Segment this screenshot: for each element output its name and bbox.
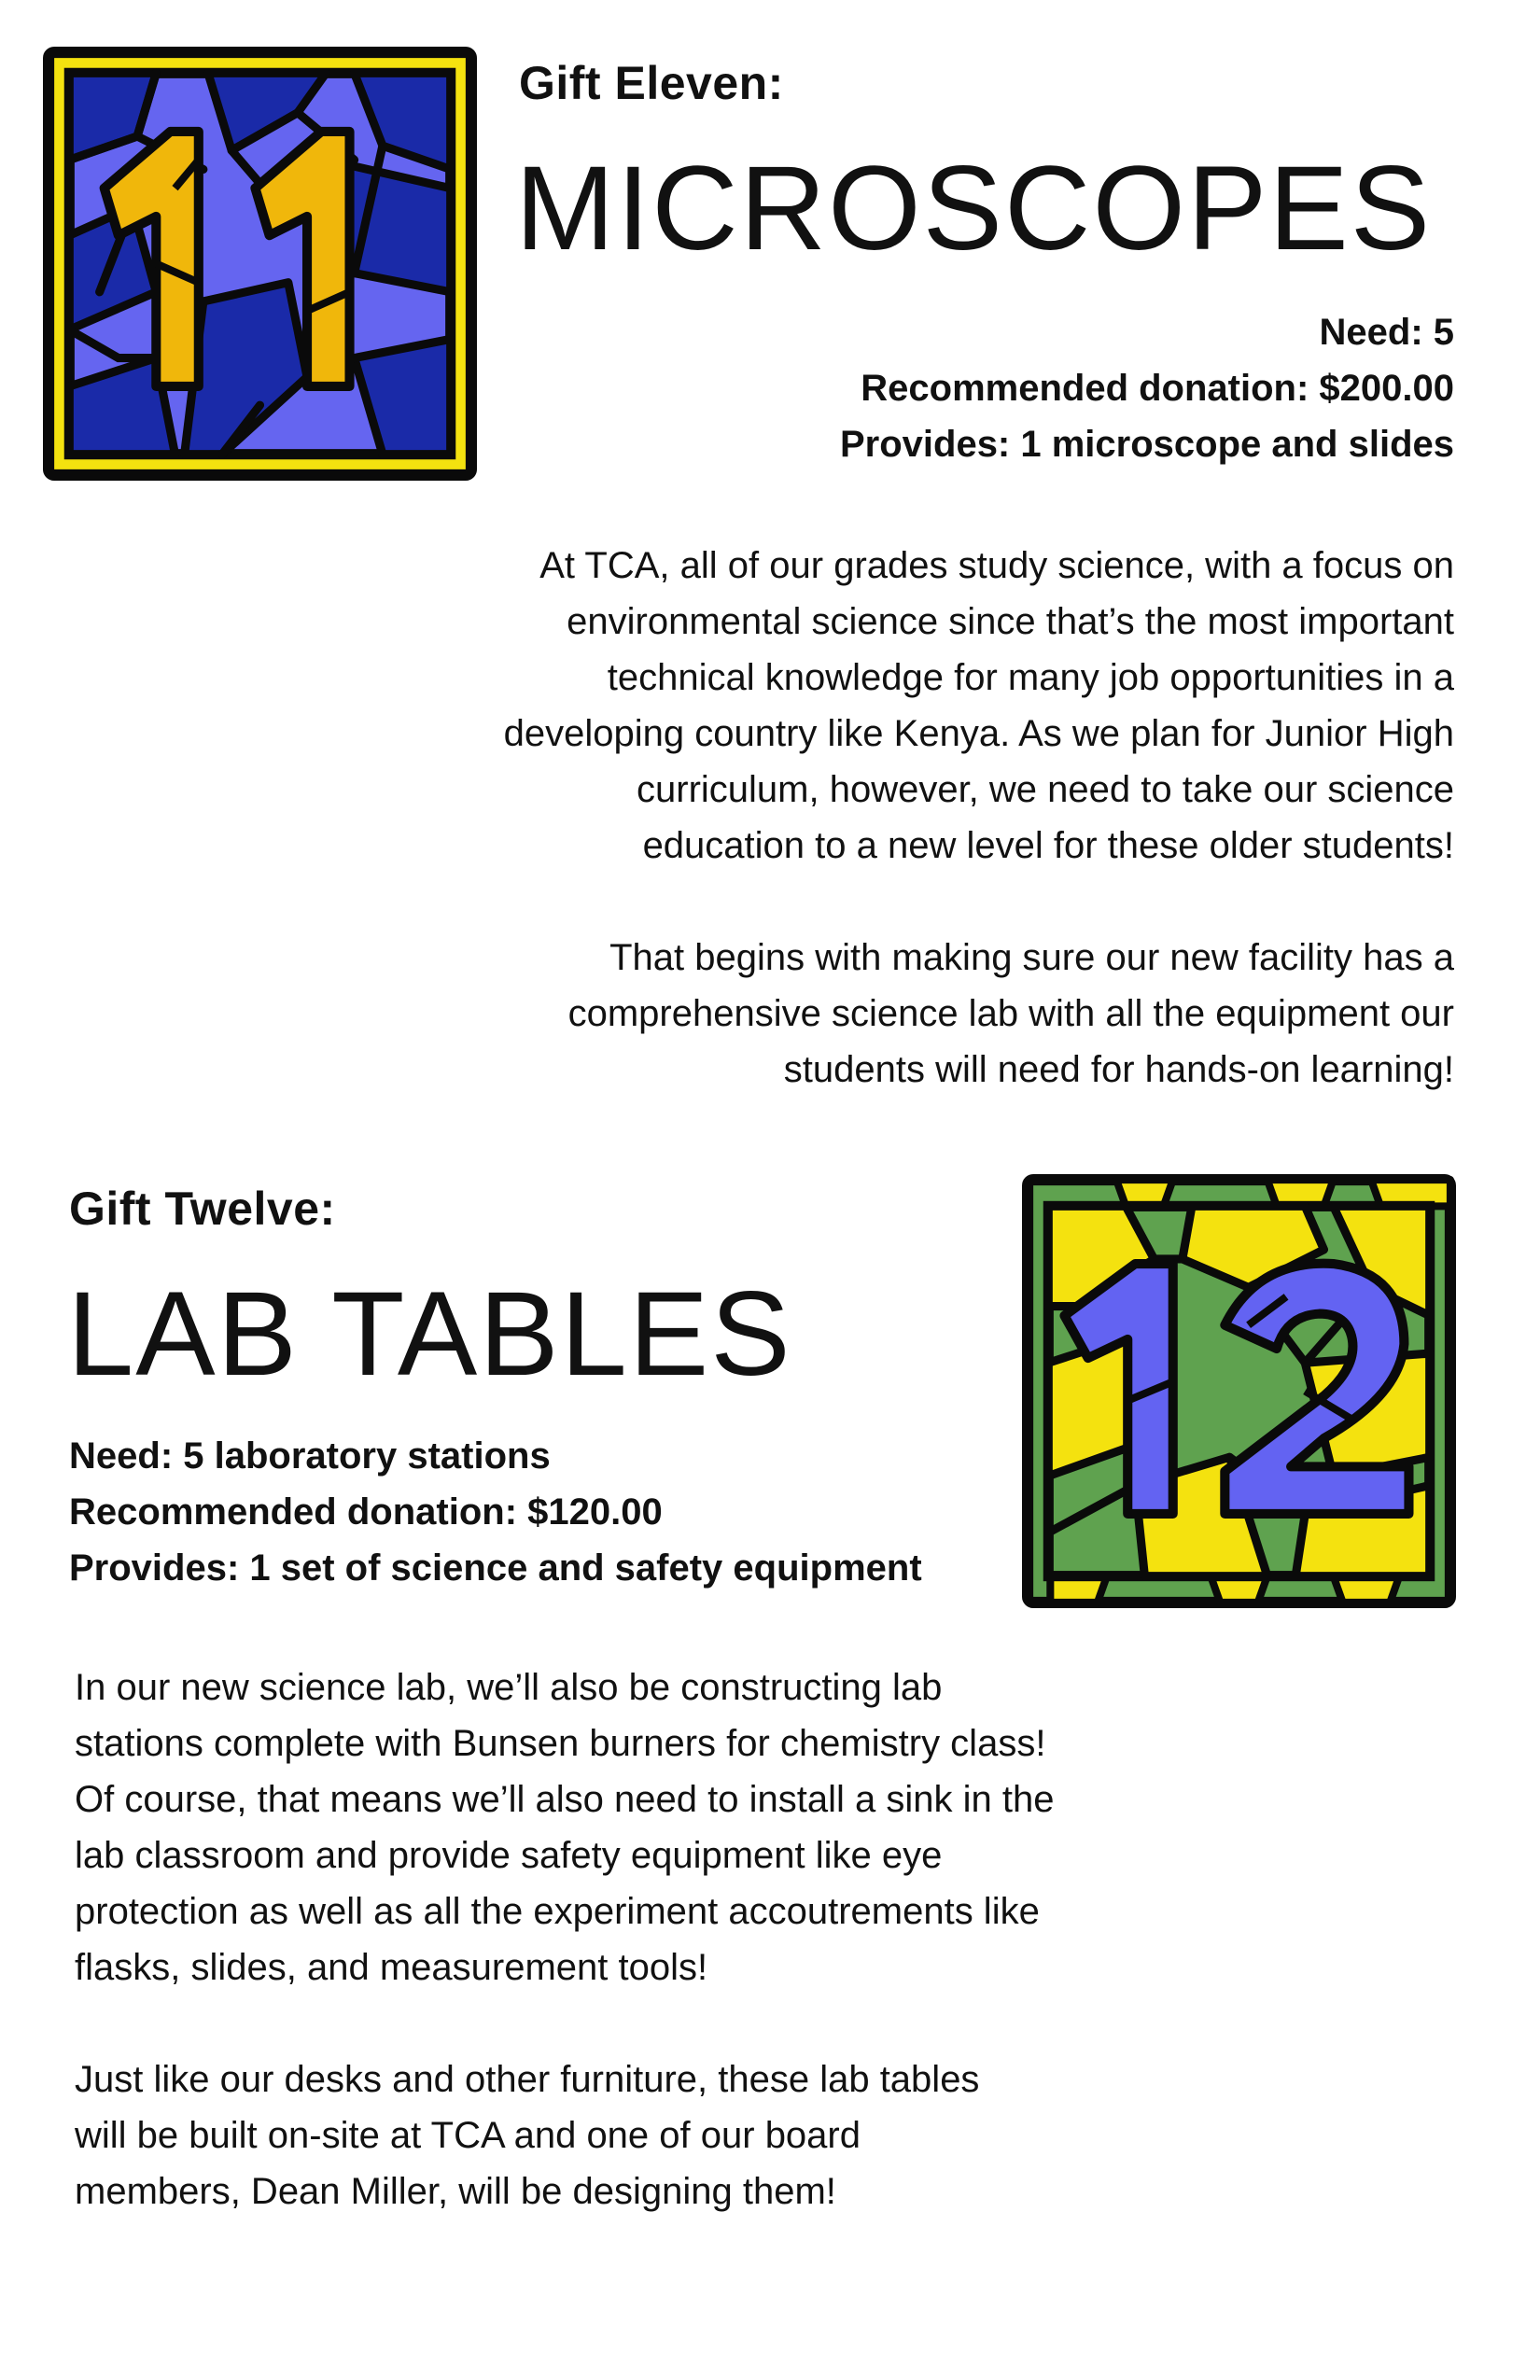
gift-twelve-label: Gift Twelve: (69, 1183, 336, 1235)
gift-twelve-title: LAB TABLES (67, 1267, 792, 1401)
gift-eleven-need: Need: 5 (1319, 312, 1454, 353)
stained-glass-11-icon (43, 47, 477, 481)
gift-twelve-need: Need: 5 laboratory stations (69, 1435, 551, 1477)
gift-twelve-provides: Provides: 1 set of science and safety equipment (69, 1547, 922, 1589)
stained-glass-12-icon (1022, 1174, 1456, 1608)
gift-eleven-details (614, 304, 1454, 472)
gift-eleven-title: MICROSCOPES (515, 142, 1433, 275)
gift-eleven-paragraph-1: At TCA, all of our grades study science, with a focus on environmental science since that’s the most important technical knowledge for many job opportunities in a developing country like Kenya. As we plan for Junior High curriculum, however, we need to take our science education to a new level for these older students! (503, 545, 1454, 866)
gift-eleven-paragraph-2: That begins with making sure our new facility has a comprehensive science lab with all the equipment our students will need for hands-on learning! (567, 937, 1454, 1090)
gift-twelve-paragraph-1: In our new science lab, we’ll also be constructing lab stations complete with Bunsen burners for chemistry class! Of course, that means we’ll also need to install a sink in the lab classroom and provide safety equipment like eye protection as well as all the experiment accoutrements like flasks, slides, and measurement tools! (75, 1667, 1055, 1988)
gift-eleven-provides: Provides: 1 microscope and slides (839, 424, 1454, 465)
gift-eleven-badge (43, 47, 477, 481)
gift-twelve-badge (1022, 1174, 1456, 1608)
gift-twelve-details (69, 1428, 1002, 1596)
gift-twelve-description (75, 1659, 1083, 2275)
gift-twelve-paragraph-2: Just like our desks and other furniture, these lab tables will be built on-site at TCA and one of our board members, Dean Miller, will be designing them! (75, 2059, 980, 2212)
gift-eleven-description (465, 538, 1454, 1154)
gift-eleven-label: Gift Eleven: (519, 57, 784, 109)
gift-eleven-donation: Recommended donation: $200.00 (861, 368, 1454, 409)
gift-twelve-donation: Recommended donation: $120.00 (69, 1491, 663, 1533)
